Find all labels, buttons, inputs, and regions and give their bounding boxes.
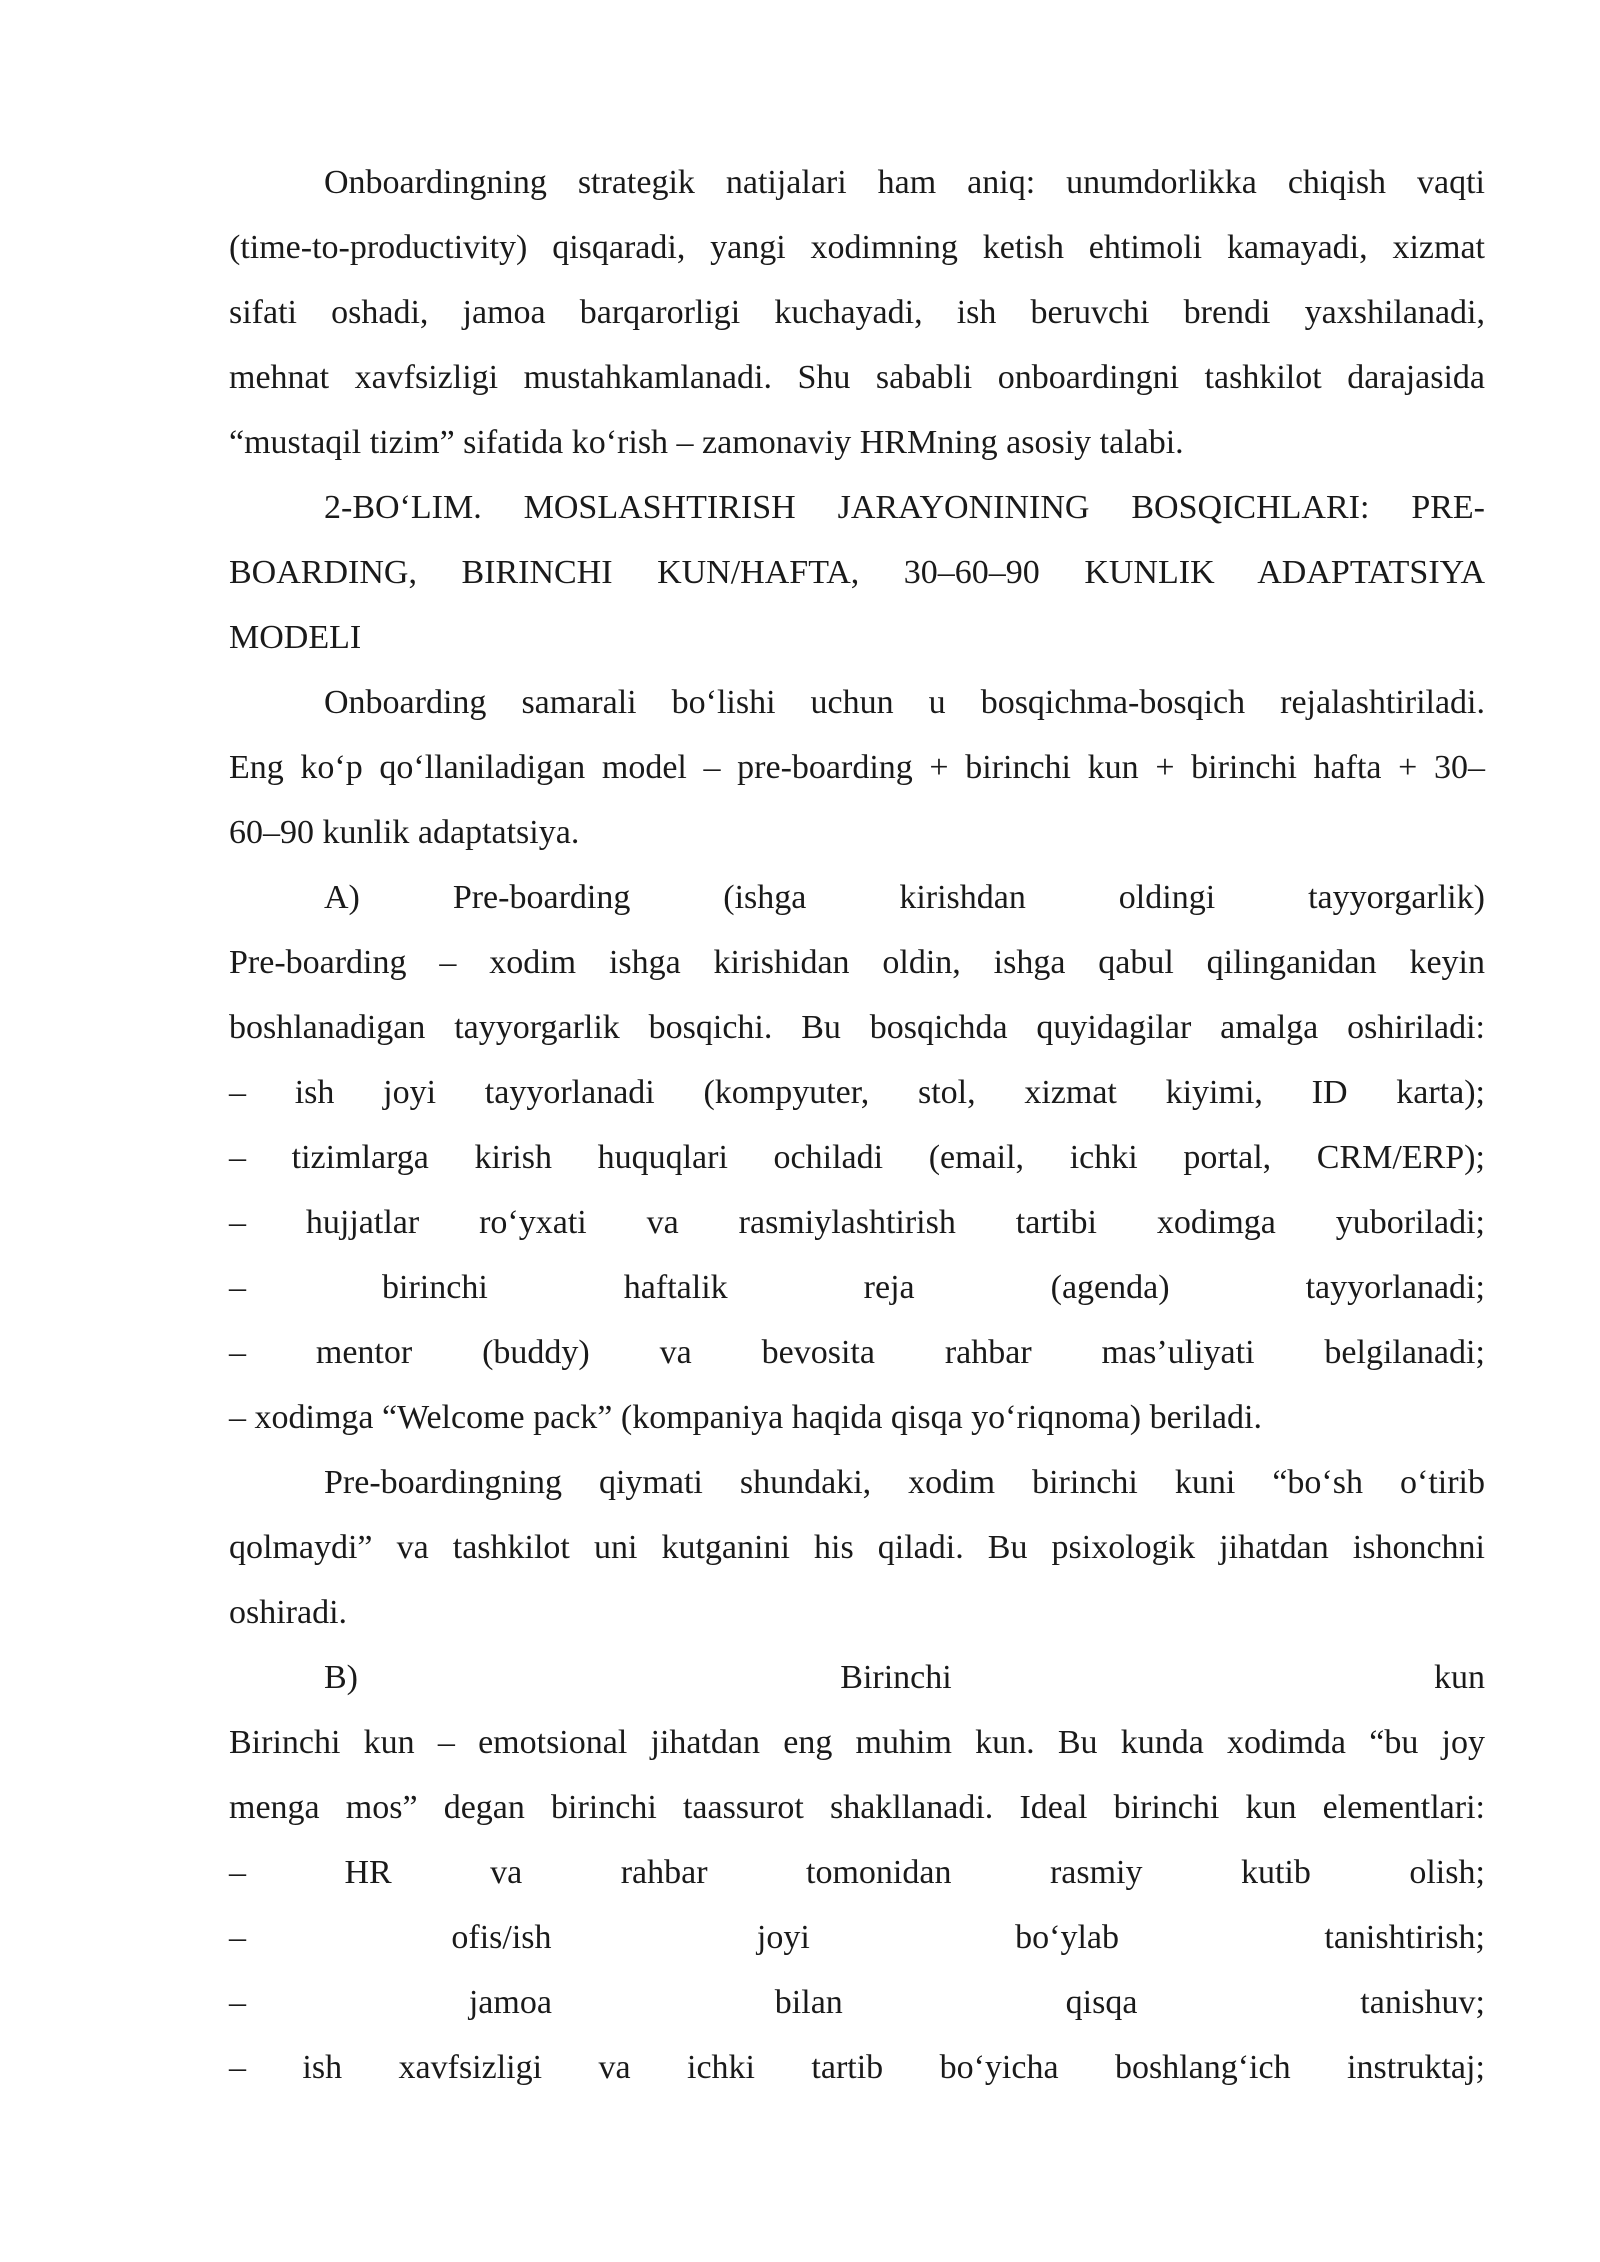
list-item — [229, 2035, 1485, 2100]
word: – — [229, 1139, 246, 1176]
word: xizmat — [1024, 1074, 1117, 1111]
word: – — [229, 1854, 246, 1891]
word: ichki — [687, 2049, 755, 2086]
paragraph-line: qolmaydi” va tashkilot uni kutganini his qiladi. Bu psixologik jihatdan ishonchni — [229, 1529, 1485, 1566]
word: roʻyxati — [479, 1204, 587, 1241]
word: portal, — [1183, 1139, 1272, 1176]
section-heading-line: BOARDING, BIRINCHI KUN/HAFTA, 30–60–90 KUNLIK ADAPTATSIYA — [229, 554, 1485, 591]
section-heading-line: 2-BOʻLIM. MOSLASHTIRISH JARAYONINING BOSQICHLARI: PRE- — [324, 489, 1485, 526]
word: kirishdan — [899, 879, 1026, 916]
word: kirish — [474, 1139, 552, 1176]
word: A) — [324, 879, 360, 916]
word: kun — [1434, 1659, 1485, 1696]
list-item — [229, 1840, 1485, 1905]
word: mas’uliyati — [1101, 1334, 1255, 1371]
word: ochiladi — [773, 1139, 884, 1176]
word: – — [229, 1269, 246, 1306]
word: mentor — [315, 1334, 413, 1371]
word: hujjatlar — [305, 1204, 420, 1241]
word: kiyimi, — [1165, 1074, 1263, 1111]
word: Birinchi — [840, 1659, 952, 1696]
list-item — [229, 1255, 1485, 1320]
paragraph-line: (time-to-productivity) qisqaradi, yangi xodimning ketish ehtimoli kamayadi, xizmat — [229, 229, 1485, 266]
word: rahbar — [944, 1334, 1032, 1371]
paragraph-line: Eng koʻp qoʻllaniladigan model – pre-boarding + birinchi kun + birinchi hafta + 30– — [229, 749, 1485, 786]
word: olish; — [1409, 1854, 1485, 1891]
word: qisqa — [1065, 1984, 1138, 2021]
word: rasmiylashtirish — [738, 1204, 956, 1241]
paragraph-line: Pre-boardingning qiymati shundaki, xodim birinchi kuni “boʻsh oʻtirib — [324, 1464, 1485, 1501]
word: Pre-boarding — [452, 879, 631, 916]
word: kutib — [1240, 1854, 1311, 1891]
word: huquqlari — [597, 1139, 728, 1176]
paragraph-line: oshiradi. — [229, 1594, 348, 1631]
word: boshlangʻich — [1114, 2049, 1291, 2086]
word: rahbar — [620, 1854, 708, 1891]
word: – — [229, 1984, 246, 2021]
word: rasmiy — [1049, 1854, 1143, 1891]
word: ID — [1311, 1074, 1348, 1111]
word: stol, — [917, 1074, 976, 1111]
word: tanishtirish; — [1324, 1919, 1485, 1956]
word: ish — [302, 2049, 343, 2086]
paragraph-line: Birinchi kun – emotsional jihatdan eng muhim kun. Bu kunda xodimda “bu joy — [229, 1724, 1485, 1761]
word: oldingi — [1118, 879, 1216, 916]
word: tizimlarga — [291, 1139, 429, 1176]
word: tanishuv; — [1360, 1984, 1485, 2021]
word: – — [229, 1074, 246, 1111]
word: tartib — [811, 2049, 884, 2086]
word: haftalik — [623, 1269, 728, 1306]
word: tayyorlanadi; — [1305, 1269, 1485, 1306]
word: tomonidan — [806, 1854, 952, 1891]
paragraph-line: Onboarding samarali boʻlishi uchun u bosqichma-bosqich rejalashtiriladi. — [324, 684, 1485, 721]
word: xodimga — [1156, 1204, 1276, 1241]
word: bilan — [774, 1984, 843, 2021]
word: karta); — [1396, 1074, 1485, 1111]
word: – — [229, 1334, 246, 1371]
word: yuboriladi; — [1335, 1204, 1485, 1241]
word: boʻyicha — [939, 2049, 1059, 2086]
word: (kompyuter, — [703, 1074, 870, 1111]
word: – — [229, 2049, 246, 2086]
word: birinchi — [382, 1269, 488, 1306]
word: ish — [294, 1074, 335, 1111]
word: va — [490, 1854, 523, 1891]
word: bevosita — [761, 1334, 875, 1371]
paragraph-line: mehnat xavfsizligi mustahkamlanadi. Shu sababli onboardingni tashkilot darajasida — [229, 359, 1485, 396]
word: boʻylab — [1015, 1919, 1120, 1956]
word: belgilanadi; — [1324, 1334, 1485, 1371]
subheading-line-b — [229, 1645, 1485, 1710]
paragraph-line: menga mos” degan birinchi taassurot shakllanadi. Ideal birinchi kun elementlari: — [229, 1789, 1485, 1826]
paragraph-line: 60–90 kunlik adaptatsiya. — [229, 814, 580, 851]
word: reja — [863, 1269, 915, 1306]
word: (buddy) — [482, 1334, 590, 1371]
list-item: – xodimga “Welcome pack” (kompaniya haqida qisqa yoʻriqnoma) beriladi. — [229, 1399, 1262, 1436]
word: CRM/ERP); — [1316, 1139, 1485, 1176]
word: HR — [344, 1854, 392, 1891]
list-item — [229, 1125, 1485, 1190]
word: ichki — [1069, 1139, 1138, 1176]
word: (ishga — [723, 879, 807, 916]
word: va — [646, 1204, 679, 1241]
word: tayyorlanadi — [484, 1074, 655, 1111]
paragraph-line: sifati oshadi, jamoa barqarorligi kuchayadi, ish beruvchi brendi yaxshilanadi, — [229, 294, 1485, 331]
word: (agenda) — [1050, 1269, 1170, 1306]
word: (email, — [928, 1139, 1025, 1176]
word: xavfsizligi — [398, 2049, 543, 2086]
paragraph-line: Onboardingning strategik natijalari ham aniq: unumdorlikka chiqish vaqti — [324, 164, 1485, 201]
list-item — [229, 1190, 1485, 1255]
word: tayyorgarlik) — [1308, 879, 1485, 916]
word: – — [229, 1919, 246, 1956]
list-item — [229, 1060, 1485, 1125]
list-item — [229, 1970, 1485, 2035]
document-body — [229, 150, 1485, 2100]
list-item — [229, 1320, 1485, 1385]
word: ofis/ish — [451, 1919, 552, 1956]
section-heading-line: MODELI — [229, 619, 362, 656]
paragraph-line: boshlanadigan tayyorgarlik bosqichi. Bu bosqichda quyidagilar amalga oshiriladi: — [229, 1009, 1485, 1046]
paragraph-line: Pre-boarding – xodim ishga kirishidan oldin, ishga qabul qilinganidan keyin — [229, 944, 1485, 981]
word: – — [229, 1204, 246, 1241]
subheading-line-a — [229, 865, 1485, 930]
word: va — [659, 1334, 692, 1371]
list-item — [229, 1905, 1485, 1970]
word: instruktaj; — [1347, 2049, 1485, 2086]
word: joyi — [383, 1074, 437, 1111]
word: joyi — [756, 1919, 810, 1956]
paragraph-line: “mustaqil tizim” sifatida koʻrish – zamonaviy HRMning asosiy talabi. — [229, 424, 1184, 461]
word: B) — [324, 1659, 358, 1696]
word: jamoa — [468, 1984, 552, 2021]
word: va — [598, 2049, 631, 2086]
word: tartibi — [1015, 1204, 1097, 1241]
